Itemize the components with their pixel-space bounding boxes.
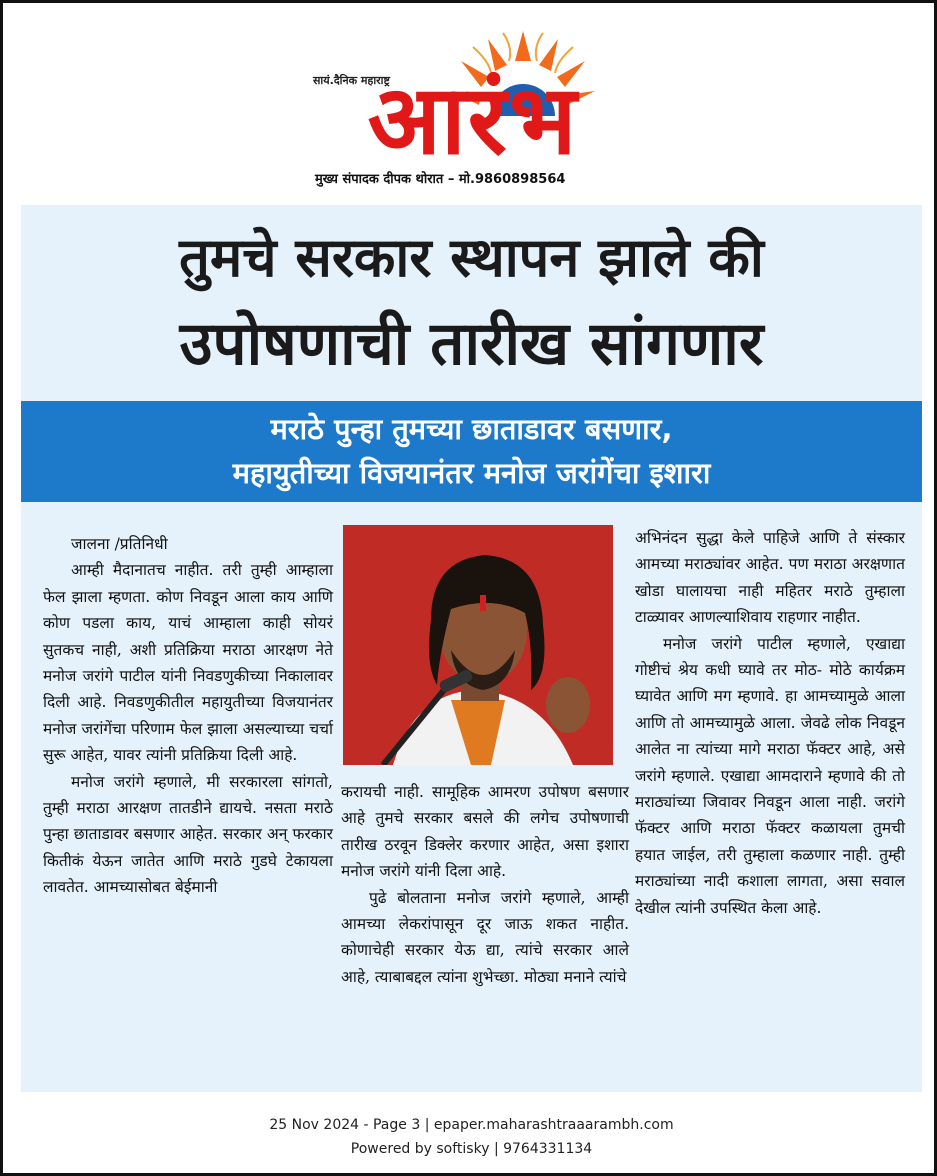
footer-date-url: 25 Nov 2024 - Page 3 | epaper.maharashtraaarambh.com <box>269 1117 674 1133</box>
article-paragraph: पुढे बोलताना मनोज जरांगे म्हणाले, आम्ही आमच्या लेकरांपासून दूर जाऊ शकत नाहीत. कोणाचेही सरकार येऊ द्या, त्यांचे सरकार आले आहे, त्याबाबद्दल त्यांना शुभेच्छा. मोठ्या मनाने त्यांचे <box>341 888 629 986</box>
main-headline <box>21 217 922 389</box>
article-panel <box>21 205 922 1092</box>
subheadline-line-1: मराठे पुन्हा तुमच्या छाताडावर बसणार, <box>270 412 673 446</box>
dateline: जालना /प्रतिनिधी <box>71 535 168 553</box>
article-column-1 <box>43 531 333 901</box>
article-paragraph: मनोज जरांगे म्हणाले, मी सरकारला सांगतो, तुम्ही मराठा आरक्षण तातडीने द्यायचे. नसता मराठे पुन्हा छाताडावर बसणार आहेत. सरकार अन् फरकार कितीकं येऊन जातेत आणि मराठे गुडघे टेकायला लावतेत. आमच्यासोबत बेईमानी <box>43 772 333 897</box>
article-paragraph: मनोज जरांगे पाटील म्हणाले, एखाद्या गोष्टीचं श्रेय कधी घ्यावे तर मोठ- मोठे कार्यक्रम घ्यावेत आणि मग म्हणावे. हा आमच्यामुळे आला आणि तो आमच्यामुळे आला. जेवढे लोक निवडून आलेत ना त्यांच्या मागे मराठा फॅक्टर आहे, असे जरांगे म्हणाले. एखाद्या आमदाराने म्हणावे की तो मराठ्यांच्या जिवावर निवडून आला नाही. जरांगे फॅक्टर आणि मराठा फॅक्टर कळायला तुमची हयात जाईल, तरी तुम्हाला कळणार नाही. तुम्ही मराठ्यांच्या नादी कशाला लागता, असा सवाल देखील त्यांनी उपस्थित केला आहे. <box>635 634 905 917</box>
headline-line-1: तुमचे सरकार स्थापन झाले की <box>179 226 764 289</box>
page-footer <box>3 1113 937 1161</box>
article-column-3 <box>635 525 905 921</box>
article-paragraph: अभिनंदन सुद्धा केले पाहिजे आणि ते संस्कार आमच्या मराठ्यांवर आहेत. पण मराठा अरक्षणात खोडा घालायचा नाही महितर मराठे तुम्हाला टाळ्यावर आणल्याशिवाय राहणार नाहीत. <box>635 529 905 627</box>
masthead <box>293 21 653 196</box>
footer-powered-by: Powered by softisky | 9764331134 <box>350 1141 593 1157</box>
subheadline-line-2: महायुतीच्या विजयानंतर मनोज जरांगेंचा इशारा <box>232 456 711 490</box>
article-column-2 <box>341 779 629 990</box>
subheadline-bar <box>21 401 922 502</box>
article-paragraph: करायची नाही. सामूहिक आमरण उपोषण बसणार आहे तुमचे सरकार बसले की लगेच उपोषणाची तारीख ठरवून डिक्लेर करणार आहेत, असा इशारा मनोज जरांगे यांनी दिला आहे. <box>341 783 629 881</box>
masthead-tagline: सायं.दैनिक महाराष्ट्र <box>313 74 390 87</box>
article-paragraph: आम्ही मैदानातच नाहीत. तरी तुम्ही आम्हाला फेल झाला म्हणता. कोण निवडून आला काय आणि कोण पडला काय, याचं आम्हाला काही सोयरं सुतकच नाही, अशी प्रतिक्रिया मराठा आरक्षण नेते मनोज जरांगे पाटील यांनी निवडणुकीच्या निकालावर दिली आहे. निवडणुकीतील महायुतीच्या विजयानंतर मनोज जरांगेंचा परिणाम फेल झाला असल्याच्या चर्चा सुरू आहेत, यावर त्यांनी प्रतिक्रिया दिली आहे. <box>43 561 333 765</box>
newspaper-logo: आरंभ <box>367 64 579 176</box>
news-photo <box>343 525 613 765</box>
editor-contact-line: मुख्य संपादक दीपक थोरात – मो.9860898564 <box>315 172 566 187</box>
headline-line-2: उपोषणाची तारीख सांगणार <box>179 309 764 379</box>
speaker-photo-image <box>343 525 613 765</box>
